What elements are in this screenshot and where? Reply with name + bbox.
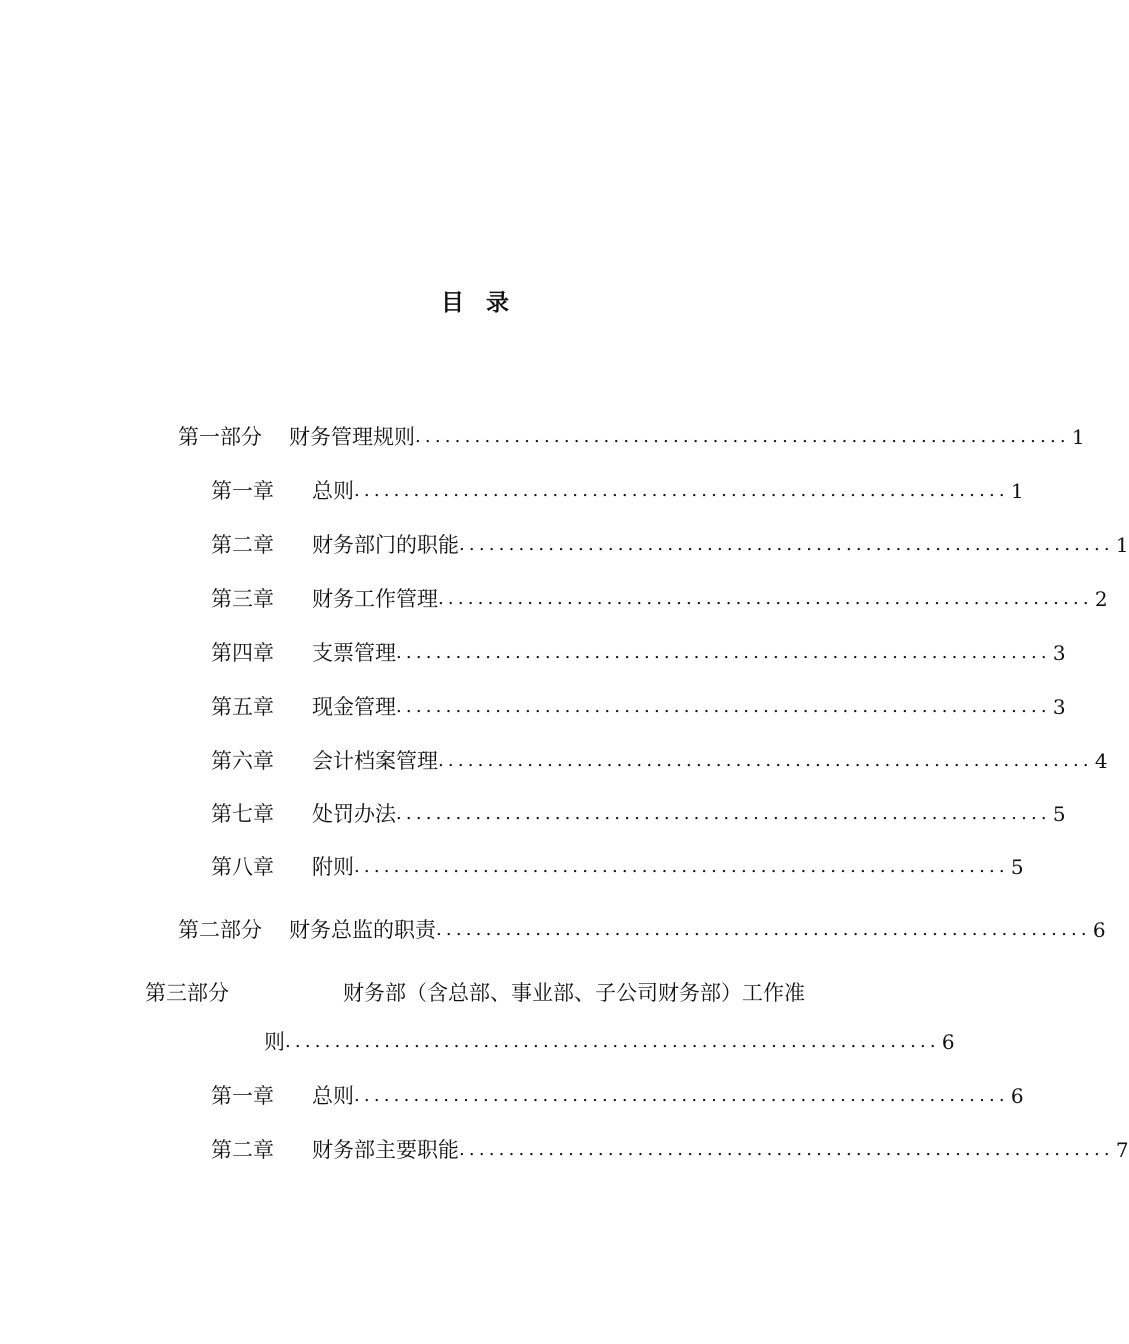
toc-entry-part-3-continued[interactable] (264, 1027, 955, 1057)
toc-leader-dots: .................................................................. (436, 919, 1091, 940)
toc-entry-part-3[interactable] (145, 978, 805, 1008)
toc-leader-dots: .................................................................. (438, 588, 1093, 609)
toc-entry-chapter[interactable] (211, 530, 1129, 560)
toc-leader-dots: .................................................................. (354, 1085, 1009, 1106)
toc-entry-page: 3 (1052, 695, 1066, 719)
toc-leader-dots: .................................................................. (415, 426, 1070, 447)
toc-entry-page: 6 (1010, 1084, 1024, 1108)
toc-title-right: 录 (486, 290, 509, 316)
toc-entry-page: 3 (1052, 641, 1066, 665)
toc-entry-chapter[interactable] (211, 638, 1066, 668)
toc-entry-label: 第四章 (211, 641, 274, 665)
toc-entry-label: 第一部分 (178, 425, 262, 449)
toc-leader-dots: .................................................................. (396, 696, 1051, 717)
toc-entry-chapter[interactable] (211, 476, 1024, 506)
toc-title-left: 目 (441, 290, 464, 316)
toc-entry-label: 第三部分 (145, 981, 229, 1005)
toc-entry-page: 2 (1094, 587, 1108, 611)
toc-entry-label: 第二章 (211, 533, 274, 557)
toc-entry-title: 附则 (312, 855, 354, 879)
toc-entry-label: 第三章 (211, 587, 274, 611)
toc-entry-part-2[interactable] (178, 915, 1106, 945)
toc-entry-page: 1 (1010, 479, 1024, 503)
toc-entry-chapter[interactable] (211, 1081, 1024, 1111)
toc-leader-dots: .................................................................. (285, 1031, 940, 1052)
toc-entry-title: 总则 (312, 1084, 354, 1108)
toc-entry-chapter[interactable] (211, 584, 1108, 614)
toc-entry-page: 4 (1094, 749, 1108, 773)
toc-entry-title: 财务总监的职责 (289, 918, 436, 942)
toc-entry-title: 财务部主要职能 (312, 1138, 459, 1162)
toc-entry-title: 现金管理 (312, 695, 396, 719)
toc-entry-label: 第五章 (211, 695, 274, 719)
toc-entry-title: 财务部门的职能 (312, 533, 459, 557)
toc-title (0, 284, 950, 317)
toc-entry-chapter[interactable] (211, 692, 1066, 722)
toc-entry-page: 5 (1052, 802, 1066, 826)
toc-entry-page: 1 (1071, 425, 1085, 449)
toc-entry-page: 1 (1115, 533, 1129, 557)
toc-entry-title: 处罚办法 (312, 802, 396, 826)
toc-entry-title: 财务工作管理 (312, 587, 438, 611)
toc-entry-title: 财务部（含总部、事业部、子公司财务部）工作准 (343, 981, 805, 1005)
toc-leader-dots: .................................................................. (459, 1139, 1114, 1160)
toc-entry-title: 总则 (312, 479, 354, 503)
toc-entry-chapter[interactable] (211, 746, 1108, 776)
toc-entry-label: 第一章 (211, 1084, 274, 1108)
toc-entry-label: 第一章 (211, 479, 274, 503)
toc-entry-title: 会计档案管理 (312, 749, 438, 773)
toc-entry-part-1[interactable] (178, 422, 1085, 452)
toc-leader-dots: .................................................................. (438, 750, 1093, 771)
toc-entry-label: 第七章 (211, 802, 274, 826)
toc-entry-title-continued: 则 (264, 1030, 285, 1054)
toc-entry-label: 第八章 (211, 855, 274, 879)
toc-entry-title: 财务管理规则 (289, 425, 415, 449)
toc-leader-dots: .................................................................. (396, 642, 1051, 663)
toc-entry-page: 6 (1092, 918, 1106, 942)
toc-leader-dots: .................................................................. (396, 803, 1051, 824)
toc-entry-title: 支票管理 (312, 641, 396, 665)
toc-entry-page: 7 (1115, 1138, 1129, 1162)
toc-entry-label: 第二部分 (178, 918, 262, 942)
toc-leader-dots: .................................................................. (354, 856, 1009, 877)
toc-leader-dots: .................................................................. (459, 534, 1114, 555)
toc-entry-page: 5 (1010, 855, 1024, 879)
toc-entry-chapter[interactable] (211, 1135, 1129, 1165)
toc-entry-chapter[interactable] (211, 852, 1024, 882)
toc-entry-label: 第六章 (211, 749, 274, 773)
toc-entry-label: 第二章 (211, 1138, 274, 1162)
toc-leader-dots: .................................................................. (354, 480, 1009, 501)
toc-entry-chapter[interactable] (211, 799, 1066, 829)
toc-entry-page: 6 (941, 1030, 955, 1054)
